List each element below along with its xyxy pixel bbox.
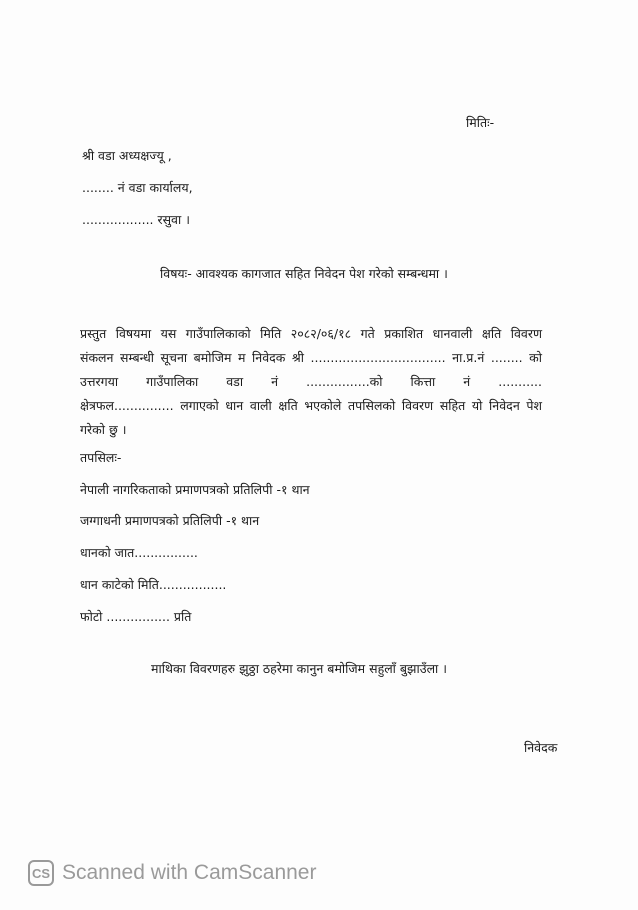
declaration-line: माथिका विवरणहरु झुठ्ठा ठहरेमा कानुन बमोजिम सहुलाँ बुझाउँला । bbox=[151, 661, 447, 676]
tapasil-item: धानको जात................ bbox=[80, 545, 198, 560]
body-line: संकलन सम्बन्धी सूचना बमोजिम म निवेदक श्री .................................. ना.प्र.नं ........ को bbox=[80, 350, 542, 365]
body-line: प्रस्तुत विषयमा यस गाउँपालिकाको मिति २०८२/०६/१८ गते प्रकाशित धानवाली क्षति विवरण bbox=[80, 326, 542, 341]
camscanner-logo-icon: CS bbox=[28, 860, 54, 886]
signature-label: निवेदक bbox=[524, 740, 558, 755]
camscanner-watermark bbox=[28, 858, 316, 888]
body-line: क्षेत्रफल............... लगाएको धान वाली क्षति भएकोले तपसिलको विवरण सहित यो निवेदन पेश bbox=[80, 398, 542, 413]
tapasil-heading: तपसिलः- bbox=[80, 450, 122, 465]
tapasil-item: नेपाली नागरिकताको प्रमाणपत्रको प्रतिलिपी -१ थान bbox=[80, 482, 310, 497]
watermark-text: Scanned with CamScanner bbox=[62, 861, 317, 884]
tapasil-item: जग्गाधनी प्रमाणपत्रको प्रतिलिपी -१ थान bbox=[80, 513, 260, 528]
subject-line: विषयः- आवश्यक कागजात सहित निवेदन पेश गरेको सम्बन्धमा । bbox=[160, 266, 448, 281]
body-line: उत्तरगया गाउँपालिका वडा नं ................को कित्ता नं ........... bbox=[80, 374, 542, 389]
addressee-line-2: ........ नं वडा कार्यालय, bbox=[82, 180, 193, 195]
tapasil-item: धान काटेको मिति................. bbox=[80, 577, 227, 592]
date-label: मितिः- bbox=[466, 115, 495, 130]
body-line: गरेको छु । bbox=[80, 422, 127, 437]
tapasil-item: फोटो ................ प्रति bbox=[80, 609, 192, 624]
addressee-line-1: श्री वडा अध्यक्षज्यू , bbox=[82, 148, 172, 163]
body-paragraph bbox=[80, 322, 542, 442]
addressee-line-3: .................. रसुवा । bbox=[82, 212, 190, 227]
